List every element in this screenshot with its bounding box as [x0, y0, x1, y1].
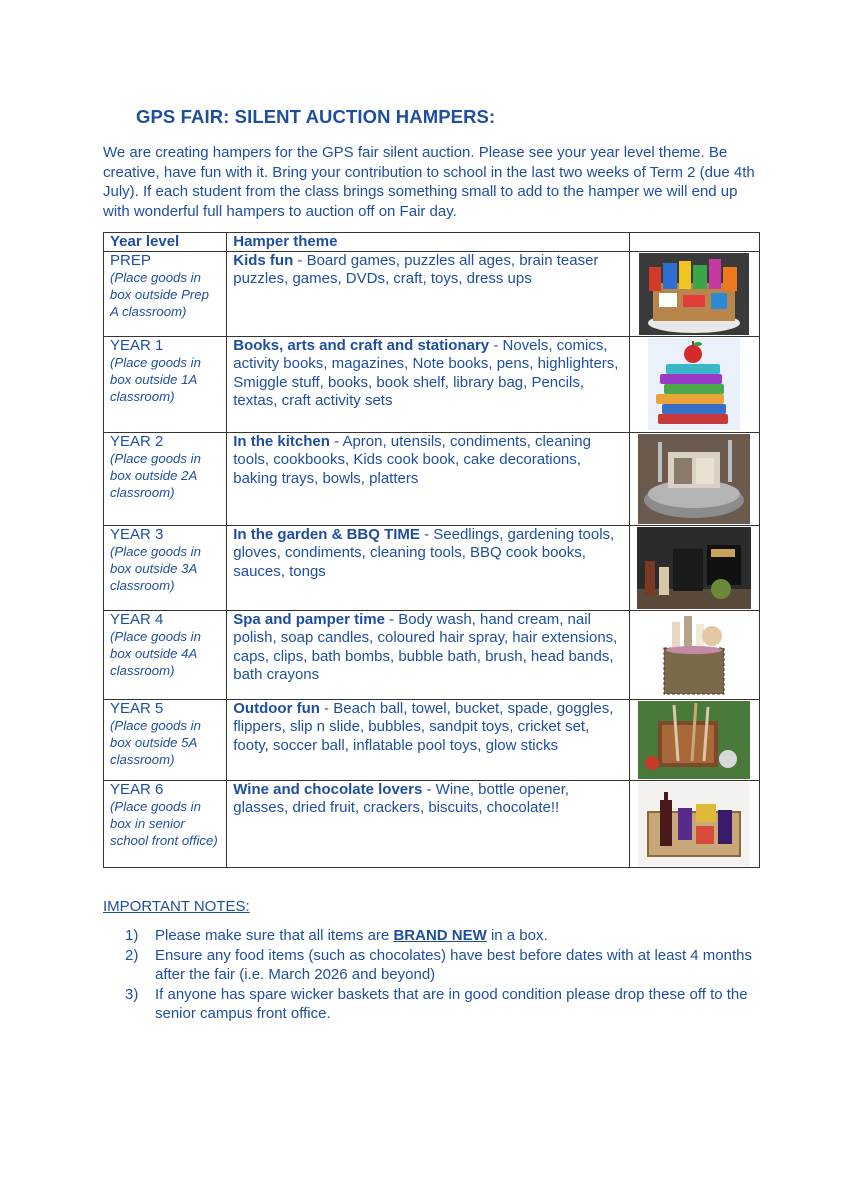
table-row — [104, 337, 760, 433]
drop-off-location: (Place goods in box outside 4A classroom) — [110, 629, 201, 678]
theme-name: Spa and pamper time — [233, 611, 385, 629]
table-header-row — [104, 233, 760, 252]
toy-hamper-photo — [639, 253, 749, 335]
notes-list — [103, 926, 763, 1024]
note-text: Ensure any food items (such as chocolates) have best before dates with at least 4 months after the fair (i.e. March 2026 and beyond) — [155, 946, 752, 983]
page-title: GPS FAIR: SILENT AUCTION HAMPERS: — [136, 106, 496, 127]
drop-off-location: (Place goods in box in senior school front office) — [110, 799, 218, 848]
theme-items: - Apron, utensils, condiments, cleaning tools, cookbooks, Kids cook book, cake decorations, baking trays, bowls, platters — [233, 433, 591, 487]
bbq-hamper-photo — [637, 527, 751, 609]
theme-cell — [227, 611, 629, 700]
theme-items: - Seedlings, gardening tools, gloves, condiments, cleaning tools, BBQ cook books, sauces, tongs — [233, 526, 615, 580]
theme-cell — [227, 433, 629, 526]
header-image — [629, 233, 759, 252]
year-label: YEAR 6 — [110, 781, 164, 799]
book-stack-apple-illustration — [648, 338, 740, 430]
year-cell — [104, 433, 227, 526]
year-cell — [104, 781, 227, 868]
theme-cell — [227, 252, 629, 337]
theme-cell — [227, 526, 629, 611]
theme-items: - Wine, bottle opener, glasses, dried fruit, crackers, biscuits, chocolate!! — [233, 781, 570, 817]
image-cell — [629, 781, 759, 868]
drop-off-location: (Place goods in box outside Prep A classroom) — [110, 270, 209, 319]
list-number: 3) — [125, 985, 139, 1003]
header-year-level: Year level — [104, 233, 227, 252]
table-row — [104, 433, 760, 526]
year-label: YEAR 3 — [110, 526, 164, 544]
year-cell — [104, 252, 227, 337]
intro-paragraph: We are creating hampers for the GPS fair silent auction. Please see your year level theme. Be creative, have fun with it. Bring your contribution to school in the last two weeks of Term 2 (due 4th July). If each student from the class brings something small to add to the hamper we will end up with wonderful full hampers to auction off on Fair day. — [103, 144, 755, 220]
year-label: YEAR 2 — [110, 433, 164, 451]
year-cell — [104, 337, 227, 433]
theme-name: Kids fun — [233, 252, 294, 270]
year-cell — [104, 526, 227, 611]
spa-hamper-photo — [654, 612, 734, 696]
list-item — [103, 946, 763, 985]
image-cell — [629, 252, 759, 337]
outdoor-games-photo — [638, 701, 750, 779]
important-notes-heading: IMPORTANT NOTES: — [103, 898, 250, 915]
list-item — [103, 985, 763, 1024]
table-row — [104, 252, 760, 337]
theme-items: - Board games, puzzles all ages, brain teaser puzzles, games, DVDs, craft, toys, dress ups — [233, 252, 599, 288]
theme-cell — [227, 700, 629, 781]
theme-name: Outdoor fun — [233, 700, 320, 718]
table-row — [104, 700, 760, 781]
theme-name: Books, arts and craft and stationary — [233, 337, 490, 355]
theme-cell — [227, 337, 629, 433]
note-text: Please make sure that all items are — [155, 927, 394, 944]
year-label: PREP — [110, 252, 151, 270]
header-hamper-theme: Hamper theme — [227, 233, 629, 252]
theme-name: In the garden & BBQ TIME — [233, 526, 420, 544]
theme-items: - Beach ball, towel, bucket, spade, goggles, flippers, slip n slide, bubbles, sandpit toys, cricket set, footy, soccer ball, inflatable pool toys, glow sticks — [233, 700, 614, 754]
theme-items: - Body wash, hand cream, nail polish, soap candles, coloured hair spray, hair extensions, caps, clips, bath bombs, bubble bath, brush, head bands, bath crayons — [233, 611, 618, 683]
wine-chocolate-hamper-photo — [638, 782, 750, 866]
drop-off-location: (Place goods in box outside 1A classroom) — [110, 355, 201, 404]
image-cell — [629, 433, 759, 526]
drop-off-location: (Place goods in box outside 3A classroom) — [110, 544, 201, 593]
theme-name: Wine and chocolate lovers — [233, 781, 423, 799]
list-item — [103, 926, 763, 946]
image-cell — [629, 526, 759, 611]
table-row — [104, 611, 760, 700]
year-label: YEAR 1 — [110, 337, 164, 355]
year-cell — [104, 611, 227, 700]
drop-off-location: (Place goods in box outside 2A classroom) — [110, 451, 201, 500]
list-number: 2) — [125, 946, 139, 964]
kitchen-hamper-photo — [638, 434, 750, 524]
image-cell — [629, 337, 759, 433]
year-label: YEAR 5 — [110, 700, 164, 718]
image-cell — [629, 700, 759, 781]
year-cell — [104, 700, 227, 781]
image-cell — [629, 611, 759, 700]
year-label: YEAR 4 — [110, 611, 164, 629]
drop-off-location: (Place goods in box outside 5A classroom) — [110, 718, 201, 767]
theme-name: In the kitchen — [233, 433, 330, 451]
hamper-table — [103, 232, 760, 868]
theme-items: - Novels, comics, activity books, magazines, Note books, pens, highlighters, Smiggle stuff, books, book shelf, library bag, Pencils, textas, craft activity sets — [233, 337, 619, 409]
brand-new-emphasis: BRAND NEW — [393, 927, 487, 944]
note-text-end: in a box. — [486, 927, 548, 944]
note-text: If anyone has spare wicker baskets that are in good condition please drop these off to the senior campus front office. — [155, 985, 748, 1022]
table-row — [104, 526, 760, 611]
theme-cell — [227, 781, 629, 868]
table-row — [104, 781, 760, 868]
list-number: 1) — [125, 927, 139, 944]
